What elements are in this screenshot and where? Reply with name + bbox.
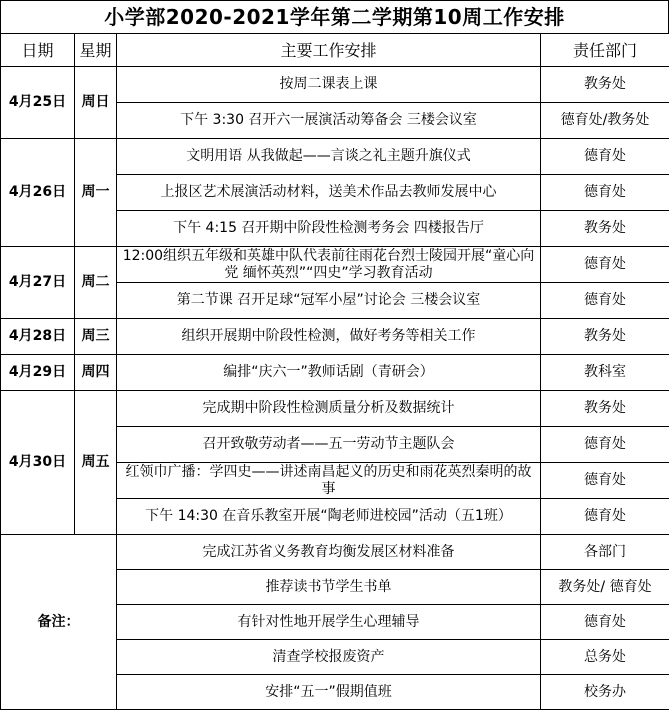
task-cell: 下午 4:15 召开期中阶段性检测考务会 四楼报告厅: [117, 211, 541, 247]
weekday-cell: 周日: [75, 67, 117, 139]
dept-cell: 德育处: [541, 499, 669, 535]
dept-cell: 德育处: [541, 463, 669, 499]
table-row: [1, 67, 669, 103]
task-cell: 完成期中阶段性检测质量分析及数据统计: [117, 391, 541, 427]
weekday-cell: 周一: [75, 139, 117, 247]
dept-cell: 德育处: [541, 427, 669, 463]
notes-label: 备注：: [1, 535, 117, 710]
table-row: [1, 355, 669, 391]
task-cell: 推荐读书节学生书单: [117, 570, 541, 605]
table-row: [1, 391, 669, 427]
dept-cell: 教务处: [541, 391, 669, 427]
task-cell: 完成江苏省义务教育均衡发展区材料准备: [117, 535, 541, 570]
date-cell: 4月30日: [1, 391, 75, 535]
table-row: [1, 247, 669, 283]
header-task: 主要工作安排: [117, 34, 541, 67]
task-cell: 下午 3:30 召开六一展演活动筹备会 三楼会议室: [117, 103, 541, 139]
task-cell: 12:00组织五年级和英雄中队代表前往雨花台烈士陵园开展“童心向党 缅怀英烈”“四史”学习教育活动: [117, 247, 541, 283]
date-cell: 4月26日: [1, 139, 75, 247]
date-cell: 4月27日: [1, 247, 75, 319]
task-cell: 清查学校报废资产: [117, 640, 541, 675]
dept-cell: 德育处: [541, 283, 669, 319]
header-weekday: 星期: [75, 34, 117, 67]
task-cell: 有针对性地开展学生心理辅导: [117, 605, 541, 640]
weekday-cell: 周四: [75, 355, 117, 391]
dept-cell: 各部门: [541, 535, 669, 570]
task-cell: 编排“庆六一”教师话剧（青研会）: [117, 355, 541, 391]
dept-cell: 教务处: [541, 319, 669, 355]
date-cell: 4月28日: [1, 319, 75, 355]
dept-cell: 校务办: [541, 675, 669, 710]
task-cell: 第二节课 召开足球“冠军小屋”讨论会 三楼会议室: [117, 283, 541, 319]
task-cell: 按周二课表上课: [117, 67, 541, 103]
date-cell: 4月25日: [1, 67, 75, 139]
header-dept: 责任部门: [541, 34, 669, 67]
table-row: [1, 139, 669, 175]
dept-cell: 德育处: [541, 605, 669, 640]
header-date: 日期: [1, 34, 75, 67]
dept-cell: 教务处: [541, 67, 669, 103]
task-cell: 红领巾广播：学四史——讲述南昌起义的历史和雨花英烈秦明的故事: [117, 463, 541, 499]
date-cell: 4月29日: [1, 355, 75, 391]
dept-cell: 德育处/教务处: [541, 103, 669, 139]
weekday-cell: 周三: [75, 319, 117, 355]
table-header-row: [1, 34, 669, 67]
table-row: [1, 535, 669, 570]
dept-cell: 教科室: [541, 355, 669, 391]
dept-cell: 总务处: [541, 640, 669, 675]
task-cell: 安排“五一”假期值班: [117, 675, 541, 710]
dept-cell: 德育处: [541, 175, 669, 211]
task-cell: 组织开展期中阶段性检测，做好考务等相关工作: [117, 319, 541, 355]
dept-cell: 德育处: [541, 139, 669, 175]
weekday-cell: 周二: [75, 247, 117, 319]
task-cell: 文明用语 从我做起——言谈之礼主题升旗仪式: [117, 139, 541, 175]
task-cell: 召开致敬劳动者——五一劳动节主题队会: [117, 427, 541, 463]
dept-cell: 德育处: [541, 247, 669, 283]
dept-cell: 教务处: [541, 211, 669, 247]
task-cell: 上报区艺术展演活动材料，送美术作品去教师发展中心: [117, 175, 541, 211]
page-title: 小学部2020-2021学年第二学期第10周工作安排: [0, 0, 669, 33]
schedule-table: [0, 33, 669, 710]
table-row: [1, 319, 669, 355]
weekday-cell: 周五: [75, 391, 117, 535]
task-cell: 下午 14:30 在音乐教室开展“陶老师进校园”活动（五1班）: [117, 499, 541, 535]
dept-cell: 教务处/ 德育处: [541, 570, 669, 605]
